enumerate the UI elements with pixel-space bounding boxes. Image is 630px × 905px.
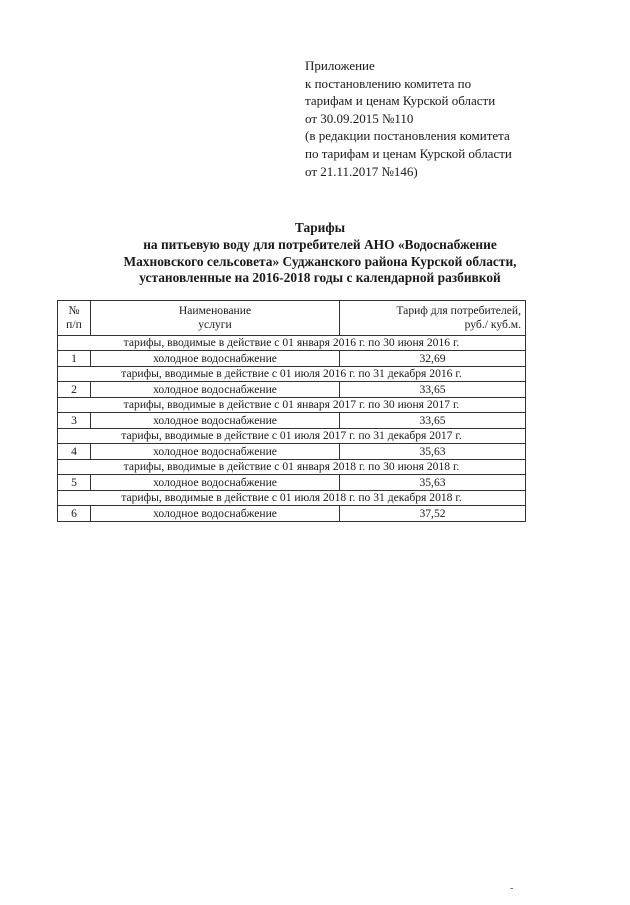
header-service-name: [91, 301, 340, 336]
title-line: Махновского сельсовета» Суджанского района Курской области,: [123, 253, 517, 269]
table-row-period: [58, 460, 526, 475]
table-row: [58, 444, 526, 460]
appendix-line: от 21.11.2017 №146): [305, 163, 418, 179]
row-number: 4: [58, 444, 91, 460]
appendix-line: от 30.09.2015 №110: [305, 110, 414, 126]
header-tariff-line: Тариф для потребителей,: [396, 304, 521, 317]
row-number: 6: [58, 506, 91, 522]
table-row-period: [58, 429, 526, 444]
row-number: 3: [58, 413, 91, 429]
period-cell: тарифы, вводимые в действие с 01 января 2018 г. по 30 июня 2018 г.: [58, 460, 526, 475]
table-row-period: [58, 398, 526, 413]
period-cell: тарифы, вводимые в действие с 01 января 2016 г. по 30 июня 2016 г.: [58, 336, 526, 351]
table-row: [58, 475, 526, 491]
appendix-line: по тарифам и ценам Курской области: [305, 145, 512, 161]
header-num: [58, 301, 91, 336]
service-name: холодное водоснабжение: [91, 506, 340, 522]
tariff-value: 35,63: [340, 444, 526, 460]
table-row: [58, 413, 526, 429]
appendix-line: Приложение: [305, 58, 375, 73]
service-name: холодное водоснабжение: [91, 444, 340, 460]
service-name: холодное водоснабжение: [91, 382, 340, 398]
table-row: [58, 351, 526, 367]
table-row: [58, 382, 526, 398]
tariff-value: 33,65: [340, 382, 526, 398]
period-cell: тарифы, вводимые в действие с 01 января 2017 г. по 30 июня 2017 г.: [58, 398, 526, 413]
appendix-block: [305, 57, 512, 180]
appendix-line: (в редакции постановления комитета: [305, 128, 510, 144]
period-cell: тарифы, вводимые в действие с 01 июля 2018 г. по 31 декабря 2018 г.: [58, 491, 526, 506]
period-cell: тарифы, вводимые в действие с 01 июля 2017 г. по 31 декабря 2017 г.: [58, 429, 526, 444]
row-number: 1: [58, 351, 91, 367]
document-title: [60, 220, 580, 287]
appendix-line: к постановлению комитета по: [305, 75, 472, 91]
table-row-period: [58, 336, 526, 351]
header-name-line: Наименование: [178, 304, 252, 317]
table-body: [58, 336, 526, 522]
row-number: 2: [58, 382, 91, 398]
tariff-value: 32,69: [340, 351, 526, 367]
tariff-value: 37,52: [340, 506, 526, 522]
header-tariff: [340, 301, 526, 336]
table-row-period: [58, 491, 526, 506]
header-name-line: услуги: [198, 318, 232, 331]
header-num-line: №: [68, 304, 80, 317]
title-line: Тарифы: [294, 220, 346, 235]
row-number: 5: [58, 475, 91, 491]
table-header-row: [58, 301, 526, 336]
period-cell: тарифы, вводимые в действие с 01 июля 2016 г. по 31 декабря 2016 г.: [58, 367, 526, 382]
header-tariff-line: руб./ куб.м.: [464, 318, 521, 331]
title-line: на питьевую воду для потребителей АНО «Водоснабжение: [143, 236, 497, 252]
service-name: холодное водоснабжение: [91, 351, 340, 367]
table-row: [58, 506, 526, 522]
tariff-table: [57, 300, 526, 522]
title-line: установленные на 2016-2018 годы с календарной разбивкой: [139, 270, 501, 286]
tariff-value: 33,65: [340, 413, 526, 429]
scan-mark: -: [510, 883, 514, 894]
header-num-line: п/п: [66, 318, 82, 331]
appendix-line: тарифам и ценам Курской области: [305, 93, 496, 109]
tariff-value: 35,63: [340, 475, 526, 491]
service-name: холодное водоснабжение: [91, 413, 340, 429]
service-name: холодное водоснабжение: [91, 475, 340, 491]
table-row-period: [58, 367, 526, 382]
